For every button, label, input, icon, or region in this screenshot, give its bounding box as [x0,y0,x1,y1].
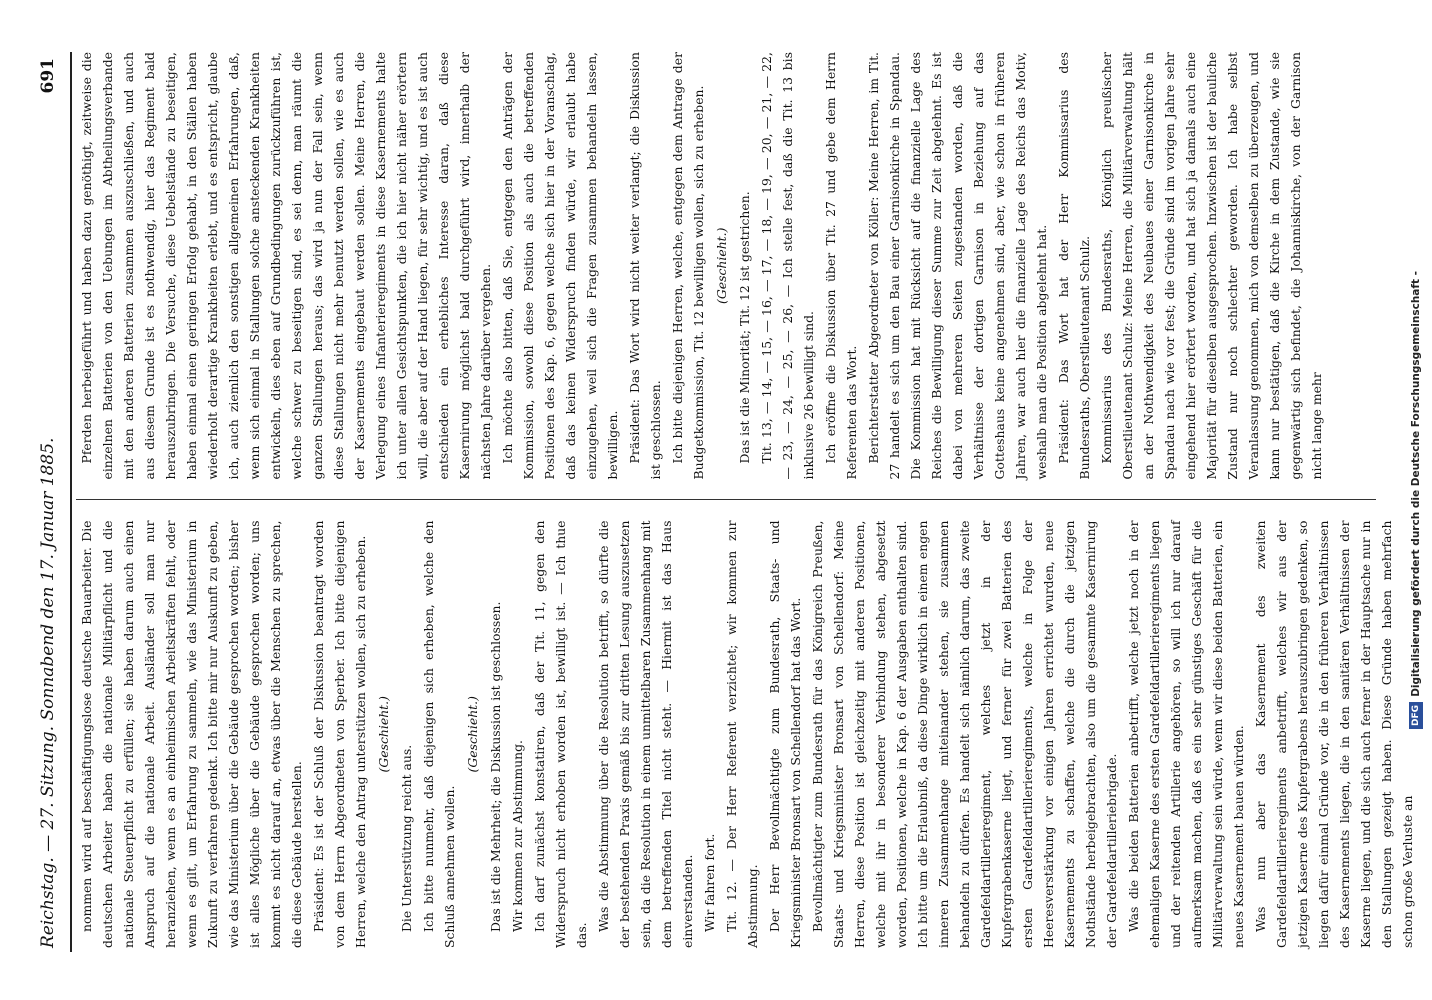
paragraph: Ich möchte also bitten, daß Sie, entgegen den Anträgen der Kommission, sowohl diese Position als auch die betreffenden Positionen des Kap. 6, gegen welche sich hier in der Voranschlag, daß das keinen Widerspruch finden würde, wir erlaubt habe einzugehen, weil sich die Fragen zusammen behandeln lassen, bewilligen. [500,52,620,480]
paragraph: Tit. 13, — 14, — 15, — 16, — 17, — 18, — 19, — 20, — 21, — 22, — 23, — 24, — 25, — 26, — Ich stelle fest, daß die Tit. 13 bis inklusive 26 bewilligt sind. [759,52,816,480]
paragraph: Wir kommen zur Abstimmung. [510,740,525,932]
paragraph: Tit. 12. — Der Herr Referent verzichtet; wir kommen zur Abstimmung. [724,520,760,948]
stage-direction: (Geschieht.) [465,696,480,773]
paragraph: Pferden herbeigeführt und haben dazu genöthigt, zeitweise die einzelnen Batterien von den Uebungen im Abtheilungsverbande mit den anderen Batterien zusammen auszuschließen, und auch aus diesem Grunde ist es nothwendig, hier das Regiment bald herauszubringen. Die Versuche, diese Uebelstände zu beseitigen, haben einmal einen geringen Erfolg gehabt, in den Ställen haben wiederholt derartige Krankheiten erlebt, und es entspricht, glaube ich, auch ziemlich den sonstigen allgemeinen Erfahrungen, daß, wenn sich einmal in Stallungen solche ansteckenden Krankheiten entwickeln, dies eben auf Grundbedingungen zurückzuführen ist, welche schwer zu beseitigen sind, es sei denn, man räumt die ganzen Stallungen heraus; das wird ja nun der Fall sein, wenn diese Stallungen nicht mehr benutzt werden sollen, wie es auch der Kasernements eingebaut werden sollen. Meine Herren, die Verlegung eines Infanterieregiments in diese Kasernements halte ich unter allen Gesichtspunkten, die ich hier nicht näher erörtern will, die aber auf der Hand liegen, für sehr wichtig, und es ist auch entschieden ein erhebliches Interesse daran, daß diese Kasernirung möglichst bald durchgeführt wird, innerhalb der nächsten Jahre darüber vergehen. [79,52,493,480]
paragraph: Berichterstatter Abgeordneter von Köller: Meine Herren, im Tit. 27 handelt es sich um den Bau einer Garnisonkirche in Spandau. Die Kommission hat mit Rücksicht auf die finanzielle Lage des Reiches die Bewilligung dieser Summe zur Zeit abgelehnt. Es ist dabei von mehreren Seiten zugestanden worden, daß die Verhältnisse der dortigen Garnison in Beziehung auf das Gotteshaus keine angenehmen sind, aber, wie schon in früheren Jahren, war auch hier die finanzielle Lage des Reichs das Motiv, weshalb man die Position abgelehnt hat. [866,52,1049,480]
paragraph: nommen wird auf beschäftigungslose deutsche Bauarbeiter. Die deutschen Arbeiter haben die nationale Militärpflicht und die nationale Steuerpflicht zu erfüllen; sie haben darum auch einen Anspruch auf die nationale Arbeit. Ausländer soll man nur heranziehen, wenn es an einheimischen Arbeitskräften fehlt, oder wenn es gilt, um Erfahrung zu sammeln, wie das Ministerium in Zukunft zu verfahren gedenkt. Ich bitte mir nur Auskunft zu geben, wie das Ministerium über die Gebäude gesprochen worden; bisher ist alles Mögliche über die Gebäude gesprochen worden; uns kommt es nicht darauf an, etwas über die Menschen zu sprechen, die diese Gebäude herstellen. [79,520,304,948]
paragraph: Der Herr Bevollmächtigte zum Bundesrath, Staats- und Kriegsminister Bronsart von Schellendorf hat das Wort. [767,520,803,948]
digitization-notice [1404,10,1428,990]
header-rule [70,52,72,952]
stage-direction: (Geschieht.) [714,227,729,304]
paragraph: Bevollmächtigter zum Bundesrath für das Königreich Preußen, Staats- und Kriegsminister Bronsart von Schellendorf: Meine Herren, diese Position ist gleichzeitig mit anderen Positionen, welche mit ihr in besonderer Verbindung stehen, abgesetzt worden, Positionen, welche in Kap. 6 der Ausgaben enthalten sind. Ich bitte um die Erlaubniß, da diese Dinge wirklich in einem engen inneren Zusammenhange miteinander stehen, sie zusammen behandeln zu dürfen. Es handelt sich nämlich darum, das zweite Gardefeldartillerieregiment, welches jetzt in der Kupfergrabenkaserne liegt, und ferner für zwei Batterien des ersten Gardefeldartillerieregiments, welche in Folge der Heeresverstärkung vor einigen Jahren errichtet wurden, neue Kasernements zu schaffen, welche die durch die jetzigen Nothstände herbeigebrachten, also um die gesammte Kasernirung der Gardefeldartilleriebrigade. [810,520,1119,948]
paragraph: Präsident: Es ist der Schluß der Diskussion beantragt worden von dem Herrn Abgeordneten von Sperber. Ich bitte diejenigen Herren, welche den Antrag unterstützen wollen, sich zu erheben. [311,520,368,948]
paragraph: Ich bitte nunmehr, daß diejenigen sich erheben, welche den Schluß annehmen wollen. [421,520,457,948]
paragraph: Was nun aber das Kasernement des zweiten Gardefeldartillerieregiments anbetrifft, welches wir aus der jetzigen Kaserne des Kupfergrabens herauszubringen gedenken, so liegen dafür einmal Gründe vor, die in den früheren Verhältnissen des Kasernements liegen, die in den sanitären Verhältnissen der Kaserne liegen, und die sich auch ferner in der Hauptsache nur in den Stallungen gezeigt haben. Diese Gründe haben mehrfach schon große Verluste an [1253,520,1415,948]
paragraph: Die Unterstützung reicht aus. [399,744,414,932]
paragraph: Wir fahren fort. [702,833,717,932]
paragraph: Kommissarius des Bundesraths, Königlich preußischer Oberstlieutenant Schulz: Meine Herren, die Militärverwaltung hält an der Nothwendigkeit des Neubaues einer Garnisonkirche in Spandau nach wie vor fest; die Gründe sind im vorigen Jahre sehr eingehend hier erörtert worden, und hat sich ja damals auch eine Majorität für dieselben ausgesprochen. Inzwischen ist der bauliche Zustand nur noch schlechter geworden. Ich habe selbst Veranlassung genommen, mich von demselben zu überzeugen, und kann nur bestätigen, daß die Kirche in dem Zustande, wie sie gegenwärtig sich befindet, die Johanniskirche, von der Garnison nicht lange mehr [1099,52,1324,480]
page-number: 691 [38,58,58,94]
running-title: Reichstag. — 27. Sitzung. Sonnabend den 17. Januar 1885. [38,437,58,948]
paragraph: Ich bitte diejenigen Herren, welche, entgegen dem Antrage der Budgetkommission, Tit. 12 bewilligen wollen, sich zu erheben. [670,52,706,480]
page-header [38,58,64,948]
text-column-right [76,52,1376,480]
text-columns [76,52,1415,948]
paragraph: Das ist die Minorität; Tit. 12 ist gestrichen. [737,191,752,464]
funding-notice-text: Digitalisierung gefördert durch die Deutsche Forschungsgemeinschaft - [1410,270,1422,697]
paragraph: Ich darf zunächst konstatiren, daß der Tit. 11, gegen den Widerspruch nicht erhoben worden ist, bewilligt ist. — Ich thue das. [532,520,589,948]
text-column-left [76,520,1415,949]
paragraph: Das ist die Mehrheit; die Diskussion ist geschlossen. [488,601,503,932]
paragraph: Präsident: Das Wort hat der Herr Kommissarius des Bundesraths, Oberstlieutenant Schulz. [1056,52,1092,480]
paragraph: Präsident: Das Wort wird nicht weiter verlangt; die Diskussion ist geschlossen. [627,52,663,480]
column-divider [76,500,1376,501]
stage-direction: (Geschieht.) [376,696,391,773]
paragraph: Was die Abstimmung über die Resolution betrifft, so dürfte die der bestehenden Praxis gemäß bis zur dritten Lesung auszusetzen sein, da die Resolution in einem unmittelbaren Zusammenhang mit dem betreffenden Titel nicht steht. — Hiermit ist das Haus einverstanden. [596,520,695,948]
paragraph: Was die beiden Batterien anbetrifft, welche jetzt noch in der ehemaligen Kaserne des ersten Gardefeldartillerieregiments liegen und der reitenden Artillerie angehören, so will ich nur darauf aufmerksam machen, daß es ein sehr günstiges Geschäft für die Militärverwaltung sein würde, wenn wir diese beiden Batterien, ein neues Kasernement bauen würden. [1126,520,1246,948]
paragraph: Ich eröffne die Diskussion über Tit. 27 und gebe dem Herrn Referenten das Wort. [823,52,859,480]
dfg-logo: DFG [1409,702,1423,729]
